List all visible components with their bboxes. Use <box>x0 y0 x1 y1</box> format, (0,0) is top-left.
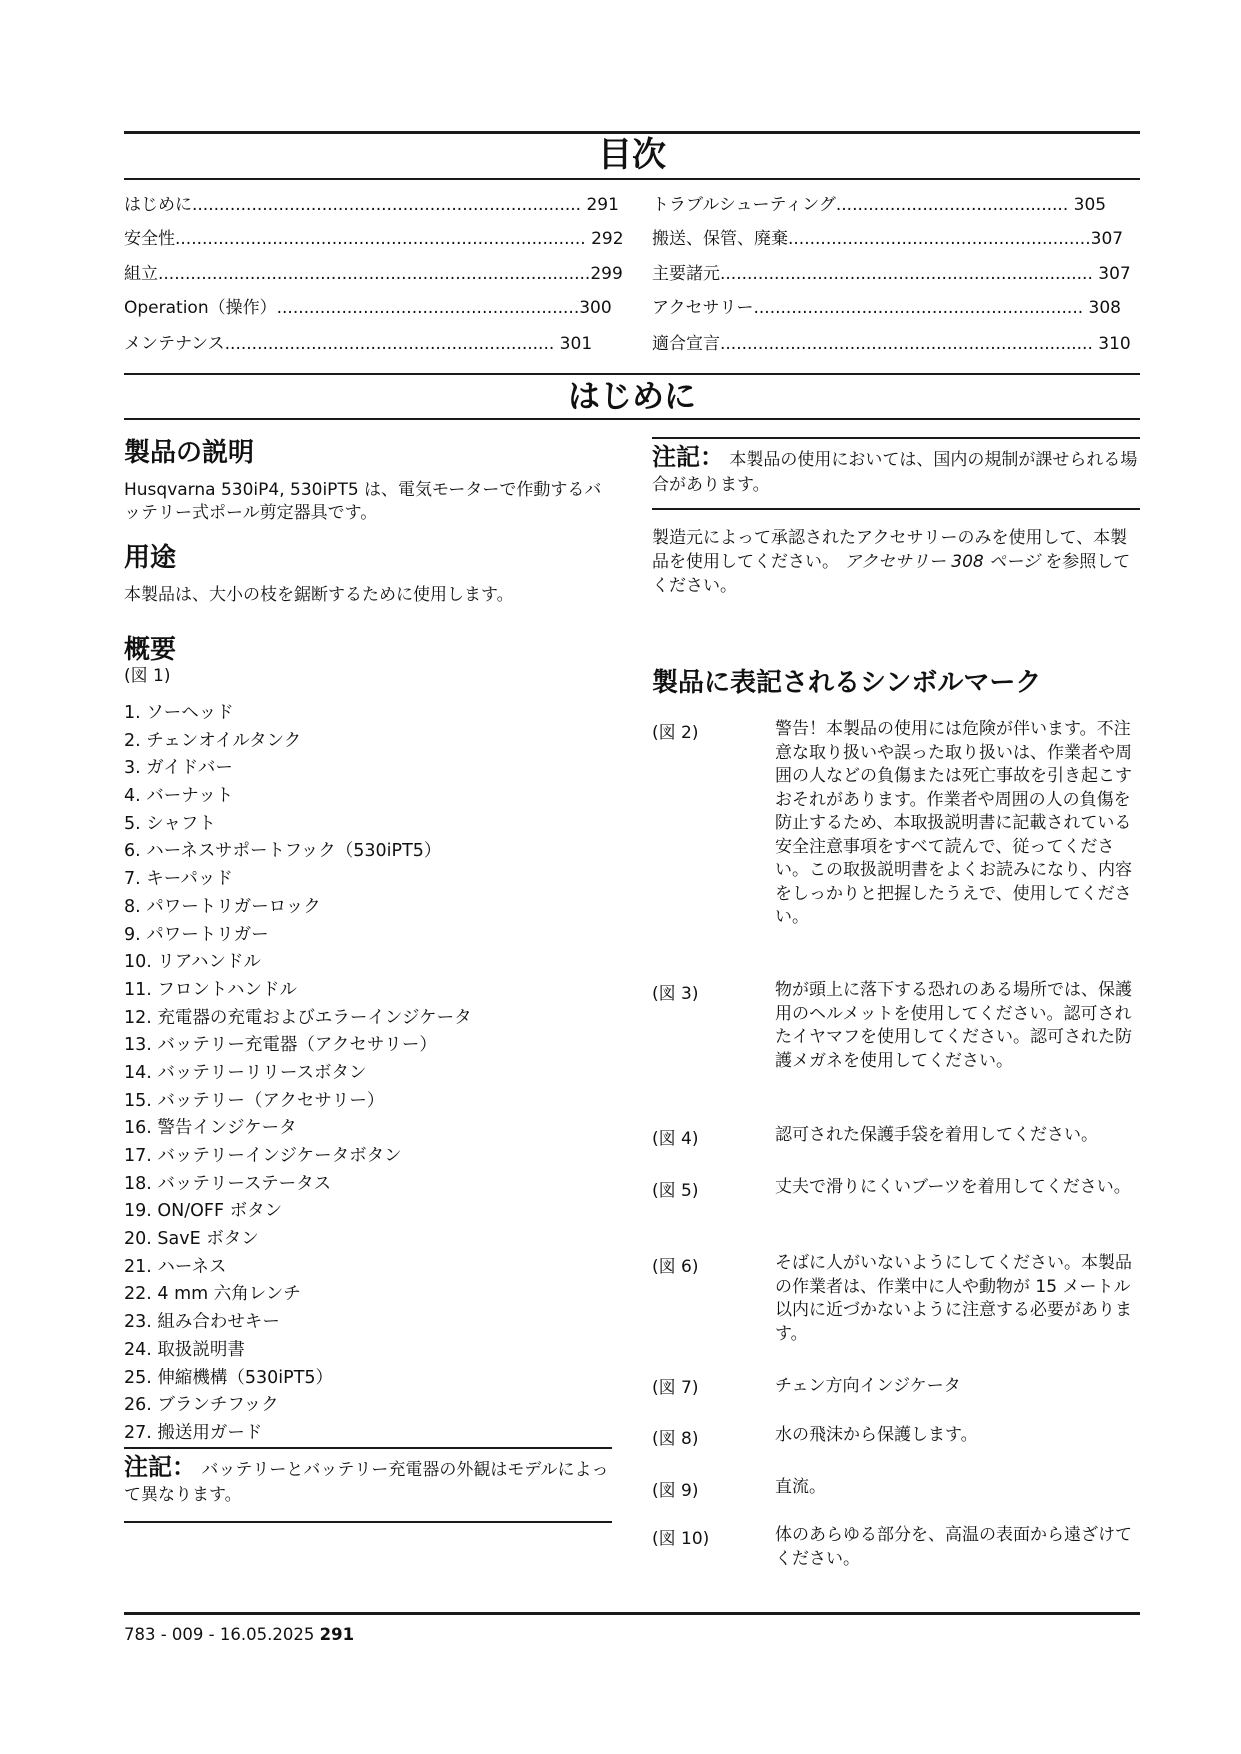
list-item: 27. 搬送用ガード <box>124 1422 263 1443</box>
list-item: 2. チェンオイルタンク <box>124 730 302 751</box>
intro-title: はじめに <box>567 377 696 415</box>
list-item: 14. バッテリーリリースボタン <box>124 1062 367 1083</box>
list-item: 16. 警告インジケータ <box>124 1118 297 1139</box>
overview-parts-list <box>124 700 472 1448</box>
list-item: 26. ブランチフック <box>124 1395 279 1416</box>
symbol-figure-ref: (図 3) <box>652 984 699 1004</box>
toc-entry[interactable]: メンテナンス............................................................. 301 <box>124 334 593 354</box>
note-right <box>652 445 1140 498</box>
list-item: 9. パワートリガー <box>124 924 269 945</box>
symbol-figure-ref: (図 8) <box>652 1429 699 1449</box>
list-item: 21. ハーネス <box>124 1256 227 1277</box>
footer-rule <box>124 1612 1140 1615</box>
list-item: 7. キーパッド <box>124 869 233 890</box>
overview-figure-ref: (図 1) <box>124 666 171 686</box>
note-right-bottom-rule <box>652 508 1140 510</box>
symbol-description: チェン方向インジケータ <box>775 1376 961 1396</box>
note-left <box>124 1455 612 1508</box>
list-item: 12. 充電器の充電およびエラーインジケータ <box>124 1007 472 1028</box>
list-item: 13. バッテリー充電器（アクセサリー） <box>124 1035 437 1056</box>
list-item: 19. ON/OFF ボタン <box>124 1201 283 1222</box>
toc-entry[interactable]: Operation（操作）........................................................300 <box>124 298 612 318</box>
symbols-heading: 製品に表記されるシンボルマーク <box>652 668 1042 698</box>
note-left-top-rule <box>124 1447 612 1449</box>
list-item: 1. ソーヘッド <box>124 703 234 723</box>
toc-entry[interactable]: 適合宣言..................................................................... 310 <box>652 334 1131 354</box>
product-description-text: Husqvarna 530iP4, 530iPT5 は、電気モーターで作動するバッテリー式ポール剪定器具です。 <box>124 480 602 523</box>
list-item: 22. 4 mm 六角レンチ <box>124 1284 301 1305</box>
list-item: 10. リアハンドル <box>124 952 261 973</box>
toc-entry[interactable]: はじめに........................................................................ 291 <box>124 195 619 215</box>
overview-heading: 概要 <box>124 635 177 665</box>
document-code: 783 - 009 - 16.05.2025 <box>124 1625 315 1644</box>
list-item: 3. ガイドバー <box>124 758 233 779</box>
note-left-text: バッテリーとバッテリー充電器の外観はモデルによって異なります。 <box>124 1460 609 1505</box>
list-item: 24. 取扱説明書 <box>124 1339 245 1360</box>
toc-entry[interactable]: トラブルシューティング........................................... 305 <box>652 195 1107 215</box>
accessory-text: 製造元によって承認されたアクセサリーのみを使用して、本製品を使用してください。 <box>652 528 1128 572</box>
intro-title-rule <box>124 418 1140 420</box>
list-item: 25. 伸縮機構（530iPT5） <box>124 1367 334 1388</box>
symbol-description: そばに人がいないようにしてください。本製品の作業者は、作業中に人や動物が 15 メートル以内に近づかないように注意する必要があります。 <box>775 1253 1132 1344</box>
page-footer <box>124 1625 354 1644</box>
accessory-link[interactable]: アクセサリー 308 ページ <box>844 552 1040 572</box>
list-item: 18. バッテリーステータス <box>124 1173 332 1194</box>
list-item: 17. バッテリーインジケータボタン <box>124 1146 402 1166</box>
list-item: 20. SavE ボタン <box>124 1229 259 1250</box>
accessory-text-end: を参照してください。 <box>652 552 1131 596</box>
toc-entry[interactable]: 安全性............................................................................ 292 <box>124 229 624 249</box>
symbol-figure-ref: (図 9) <box>652 1481 699 1501</box>
symbol-figure-ref: (図 2) <box>652 723 699 743</box>
symbol-figure-ref: (図 4) <box>652 1129 699 1149</box>
symbol-description: 警告！本製品の使用には危険が伴います。不注意な取り扱いや誤った取り扱いは、作業者や周囲の人などの負傷または死亡事故を引き起こすおそれがあります。作業者や周囲の人の負傷を防止するため、本取扱説明書に記載されている安全注意事項をすべて読んで、従ってください。この取扱説明書をよくお読みになり、内容をしっかりと把握したうえで、使用してください。 <box>775 719 1132 927</box>
note-right-label: 注記： <box>652 443 724 471</box>
toc-entry[interactable]: アクセサリー............................................................. 308 <box>652 298 1121 318</box>
list-item: 15. バッテリー（アクセサリー） <box>124 1090 385 1111</box>
toc-entry[interactable]: 主要諸元..................................................................... 307 <box>652 264 1131 284</box>
symbol-description: 水の飛沫から保護します。 <box>775 1425 978 1445</box>
list-item: 5. シャフト <box>124 813 216 834</box>
note-right-top-rule <box>652 437 1140 439</box>
list-item: 4. バーナット <box>124 786 234 807</box>
toc-entry[interactable]: 搬送、保管、廃棄........................................................307 <box>652 229 1124 249</box>
symbol-figure-ref: (図 5) <box>652 1181 699 1201</box>
symbol-figure-ref: (図 6) <box>652 1257 699 1277</box>
list-item: 8. パワートリガーロック <box>124 896 321 917</box>
note-left-bottom-rule <box>124 1521 612 1523</box>
note-right-text: 本製品の使用においては、国内の規制が課せられる場合があります。 <box>652 450 1138 495</box>
page-number: 291 <box>319 1625 355 1644</box>
list-item: 11. フロントハンドル <box>124 979 298 1000</box>
toc-title: 目次 <box>598 135 666 175</box>
symbol-figure-ref: (図 10) <box>652 1529 710 1549</box>
note-left-label: 注記： <box>124 1453 196 1481</box>
accessory-paragraph <box>652 526 1140 598</box>
product-description-heading: 製品の説明 <box>124 438 255 468</box>
symbol-description: 直流。 <box>775 1477 826 1497</box>
symbol-description: 体のあらゆる部分を、高温の表面から遠ざけてください。 <box>775 1525 1132 1569</box>
use-heading: 用途 <box>124 543 177 573</box>
toc-title-rule <box>124 178 1140 180</box>
use-text: 本製品は、大小の枝を鋸断するために使用します。 <box>124 585 514 605</box>
symbol-figure-ref: (図 7) <box>652 1378 699 1398</box>
list-item: 6. ハーネスサポートフック（530iPT5） <box>124 841 442 862</box>
symbol-description: 認可された保護手袋を着用してください。 <box>775 1125 1098 1145</box>
symbol-description: 物が頭上に落下する恐れのある場所では、保護用のヘルメットを使用してください。認可されたイヤマフを使用してください。認可された防護メガネを使用してください。 <box>775 980 1132 1071</box>
toc-entry[interactable]: 組立................................................................................299 <box>124 264 623 284</box>
symbol-description: 丈夫で滑りにくいブーツを着用してください。 <box>775 1177 1131 1197</box>
list-item: 23. 組み合わせキー <box>124 1312 280 1333</box>
